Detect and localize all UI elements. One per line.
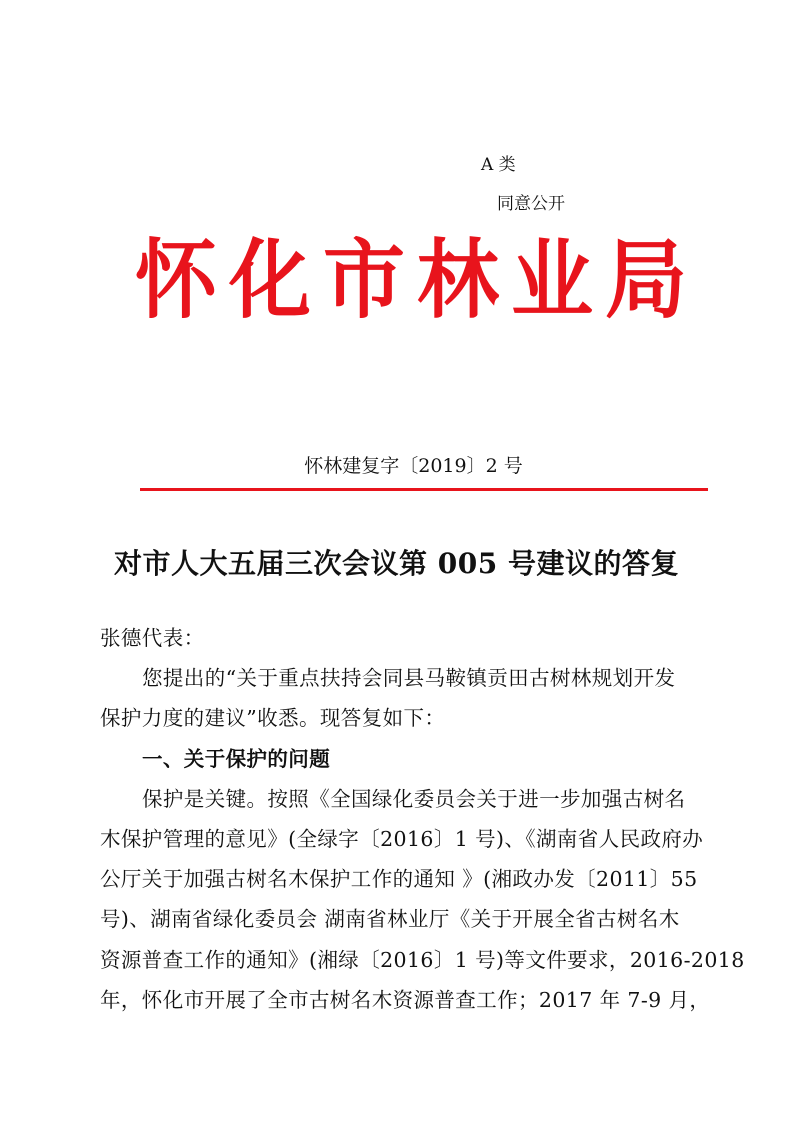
body-line: 保护力度的建议”收悉。现答复如下： [100, 706, 446, 731]
body-line: 木保护管理的意见》(全绿字〔2016〕1 号)、《湖南省人民政府办 [100, 827, 704, 852]
section-heading: 一、关于保护的问题 [142, 746, 331, 771]
body-line: 您提出的“关于重点扶持会同县马鞍镇贡田古树林规划开发 [142, 666, 676, 691]
document-number: 怀林建复字〔2019〕2 号 [304, 455, 523, 477]
body-line: 资源普查工作的通知》(湘绿〔2016〕1 号)等文件要求，2016-2018 [100, 947, 745, 972]
disclosure-label: 同意公开 [497, 194, 565, 214]
document-body [100, 618, 745, 1020]
organization-masthead: 怀化市林业局 [135, 230, 700, 331]
red-divider-line [140, 488, 708, 491]
document-title: 对市人大五届三次会议第 005 号建议的答复 [114, 547, 679, 580]
body-line: 号)、湖南省绿化委员会 湖南省林业厅《关于开展全省古树名木 [100, 907, 680, 932]
body-line: 公厅关于加强古树名木保护工作的通知 》(湘政办发〔2011〕55 [100, 867, 698, 892]
body-line: 保护是关键。按照《全国绿化委员会关于进一步加强古树名 [142, 786, 686, 811]
body-line: 年，怀化市开展了全市古树名木资源普查工作；2017 年 7-9 月， [100, 987, 711, 1012]
salutation: 张德代表： [100, 626, 205, 650]
category-label: A 类 [481, 155, 516, 175]
